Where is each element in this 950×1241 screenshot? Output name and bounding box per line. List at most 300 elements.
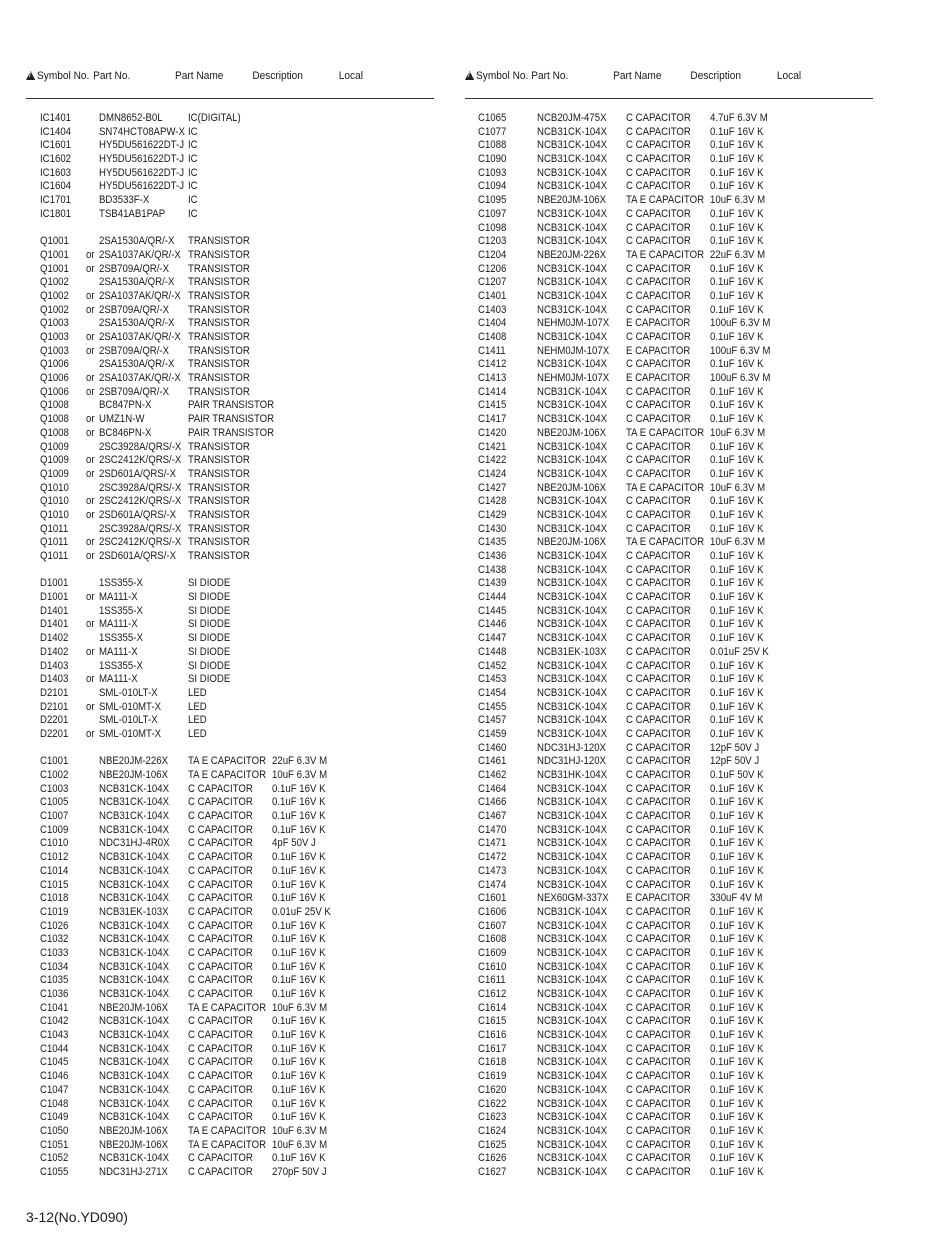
cell-symbol: C1055 <box>40 1165 69 1178</box>
cell-or: or <box>86 248 95 261</box>
table-row <box>26 263 434 277</box>
table-row <box>465 126 873 140</box>
cell-symbol: C1474 <box>478 878 507 891</box>
cell-part-no: NCB31CK-104X <box>537 837 608 850</box>
cell-symbol: C1421 <box>478 440 507 453</box>
cell-part-no: MA111-X <box>99 645 138 658</box>
cell-part-no: 2SB709A/QR/-X <box>99 344 170 357</box>
cell-part-no: NCB31CK-104X <box>537 495 608 508</box>
cell-symbol: C1427 <box>478 481 507 494</box>
cell-part-no: NCB31CK-104X <box>537 810 608 823</box>
cell-part-no: NCB31CK-104X <box>99 1029 170 1042</box>
table-row <box>465 1084 873 1098</box>
cell-part-no: NBE20JM-106X <box>99 1124 168 1137</box>
cell-part-no: SML-010MT-X <box>99 727 162 740</box>
cell-part-name: C CAPACITOR <box>188 823 253 836</box>
cell-or: or <box>86 262 95 275</box>
table-row <box>465 769 873 783</box>
cell-part-no: NCB31CK-104X <box>537 946 608 959</box>
cell-part-name: C CAPACITOR <box>626 700 691 713</box>
cell-part-name: TRANSISTOR <box>188 303 250 316</box>
cell-symbol: C1044 <box>40 1042 69 1055</box>
cell-part-name: C CAPACITOR <box>626 112 691 124</box>
cell-part-name: C CAPACITOR <box>188 810 253 823</box>
cell-symbol: C1459 <box>478 727 507 740</box>
table-row <box>26 139 434 153</box>
cell-description: 0.1uF 16V K <box>710 166 764 179</box>
cell-symbol: D2101 <box>40 700 69 713</box>
table-header <box>465 68 840 88</box>
header-symbol: !Symbol No. <box>26 70 89 82</box>
table-row <box>465 167 873 181</box>
cell-description: 0.1uF 16V K <box>710 782 764 795</box>
cell-part-no: NCB31CK-104X <box>537 454 608 467</box>
cell-symbol: C1616 <box>478 1029 507 1042</box>
table-row <box>26 482 434 496</box>
cell-part-no: NCB31CK-104X <box>99 810 170 823</box>
table-row <box>26 358 434 372</box>
cell-symbol: C1611 <box>478 974 506 987</box>
cell-or: or <box>86 467 95 480</box>
cell-symbol: D1001 <box>40 577 69 590</box>
cell-description: 0.01uF 25V K <box>272 905 331 918</box>
cell-part-no: NCB31CK-104X <box>537 796 608 809</box>
cell-symbol: C1050 <box>40 1124 69 1137</box>
cell-part-name: SI DIODE <box>188 604 231 617</box>
table-row <box>26 1111 434 1125</box>
cell-symbol: C1472 <box>478 851 507 864</box>
cell-symbol: C1049 <box>40 1111 69 1124</box>
cell-symbol: C1445 <box>478 604 507 617</box>
cell-part-no: NCB31CK-104X <box>99 1056 170 1069</box>
cell-or: or <box>86 385 95 398</box>
cell-part-name: C CAPACITOR <box>188 1070 253 1083</box>
table-row <box>26 906 434 920</box>
cell-or: or <box>86 413 95 426</box>
cell-part-name: C CAPACITOR <box>626 440 691 453</box>
cell-part-name: C CAPACITOR <box>188 988 253 1000</box>
cell-symbol: C1077 <box>478 125 507 138</box>
table-row <box>465 879 873 893</box>
cell-part-name: TA E CAPACITOR <box>188 1138 267 1151</box>
cell-part-no: NCB31EK-103X <box>99 905 169 918</box>
cell-part-no: SN74HCT08APW-X <box>99 125 185 138</box>
table-row <box>465 577 873 591</box>
cell-part-no: NCB31CK-104X <box>537 988 608 1000</box>
cell-symbol: C1095 <box>478 194 507 207</box>
cell-description: 0.1uF 16V K <box>272 946 326 959</box>
cell-symbol: C1429 <box>478 508 507 521</box>
cell-description: 4pF 50V J <box>272 837 316 850</box>
cell-description: 270pF 50V J <box>272 1165 327 1178</box>
cell-part-no: NCB31CK-104X <box>537 700 608 713</box>
table-row <box>26 386 434 400</box>
table-row <box>26 372 434 386</box>
cell-description: 10uF 6.3V M <box>272 1001 328 1014</box>
cell-symbol: C1009 <box>40 823 69 836</box>
cell-symbol: C1620 <box>478 1083 507 1096</box>
cell-part-no: NCB31CK-104X <box>537 139 608 152</box>
cell-part-no: NCB31CK-104X <box>537 823 608 836</box>
table-row <box>26 701 434 715</box>
table-row <box>26 1125 434 1139</box>
cell-description: 0.1uF 16V K <box>272 1042 326 1055</box>
cell-symbol: C1462 <box>478 769 507 781</box>
cell-symbol: D1402 <box>40 632 69 645</box>
table-row <box>465 509 873 523</box>
cell-symbol: C1051 <box>40 1138 69 1151</box>
cell-part-no: NCB31CK-104X <box>537 905 608 918</box>
table-row <box>465 495 873 509</box>
cell-part-name: TA E CAPACITOR <box>626 248 705 261</box>
cell-part-name: C CAPACITOR <box>626 262 691 275</box>
cell-part-no: NCB31CK-104X <box>537 508 608 521</box>
cell-symbol: C1466 <box>478 796 507 809</box>
cell-part-no: NBE20JM-106X <box>99 1138 168 1151</box>
cell-part-no: NCB31CK-104X <box>537 289 608 302</box>
cell-part-no: NCB31CK-104X <box>99 1152 170 1165</box>
table-row <box>465 1152 873 1166</box>
table-row <box>465 1111 873 1125</box>
parts-list-right <box>465 68 873 1178</box>
cell-symbol: Q1003 <box>40 331 69 343</box>
cell-symbol: C1001 <box>40 755 69 768</box>
cell-part-no: 2SA1037AK/QR/-X <box>99 248 181 261</box>
cell-symbol: C1045 <box>40 1056 69 1069</box>
cell-part-no: NCB31CK-104X <box>99 946 170 959</box>
table-row <box>465 865 873 879</box>
cell-part-name: C CAPACITOR <box>626 755 691 768</box>
warning-icon <box>26 71 35 80</box>
cell-part-no: 2SC3928A/QRS/-X <box>99 522 182 535</box>
cell-symbol: IC1404 <box>40 125 72 138</box>
cell-part-no: 2SA1530A/QR/-X <box>99 235 175 248</box>
cell-symbol: C1471 <box>478 837 507 850</box>
cell-part-no: NCB31CK-104X <box>537 1001 608 1014</box>
cell-part-name: TRANSISTOR <box>188 276 250 289</box>
cell-part-no: NDC31HJ-271X <box>99 1165 168 1178</box>
cell-part-name: C CAPACITOR <box>626 727 691 740</box>
cell-description: 0.1uF 16V K <box>710 659 764 672</box>
table-row <box>465 290 873 304</box>
cell-symbol: C1464 <box>478 782 507 795</box>
cell-description: 100uF 6.3V M <box>710 344 771 357</box>
cell-part-no: NCB31CK-104X <box>537 618 608 631</box>
cell-part-name: LED <box>188 714 207 727</box>
table-row <box>465 1043 873 1057</box>
cell-symbol: D2201 <box>40 727 69 740</box>
cell-part-no: BC847PN-X <box>99 399 152 412</box>
table-row <box>26 974 434 988</box>
cell-part-no: NCB31CK-104X <box>99 960 170 973</box>
cell-part-no: TSB41AB1PAP <box>99 207 166 220</box>
cell-part-name: C CAPACITOR <box>626 180 691 193</box>
table-row <box>26 961 434 975</box>
cell-description: 0.1uF 16V K <box>710 454 764 467</box>
cell-description: 0.01uF 25V K <box>710 645 769 658</box>
cell-part-name: TRANSISTOR <box>188 331 250 343</box>
cell-description: 0.1uF 16V K <box>710 399 764 412</box>
table-row <box>465 755 873 769</box>
cell-part-no: NCB31CK-104X <box>99 933 170 946</box>
cell-part-no: NCB31CK-104X <box>537 262 608 275</box>
cell-part-no: NCB31CK-104X <box>537 399 608 412</box>
cell-description: 10uF 6.3V M <box>272 1124 328 1137</box>
cell-part-no: HY5DU561622DT-J <box>99 180 185 193</box>
table-row <box>465 906 873 920</box>
cell-symbol: C1203 <box>478 235 507 248</box>
cell-part-name: C CAPACITOR <box>626 577 691 590</box>
cell-or: or <box>86 727 95 740</box>
cell-symbol: C1452 <box>478 659 507 672</box>
cell-part-name: C CAPACITOR <box>626 1111 691 1124</box>
cell-part-no: NCB31CK-104X <box>537 1124 608 1137</box>
cell-part-name: IC <box>188 207 198 220</box>
cell-part-name: C CAPACITOR <box>188 892 253 905</box>
cell-symbol: C1019 <box>40 905 69 918</box>
cell-part-no: NCB31CK-104X <box>99 1083 170 1096</box>
cell-part-name: IC <box>188 139 198 152</box>
cell-part-name: C CAPACITOR <box>626 823 691 836</box>
table-row <box>26 632 434 646</box>
cell-symbol: C1470 <box>478 823 507 836</box>
cell-symbol: Q1010 <box>40 508 69 521</box>
cell-part-name: C CAPACITOR <box>626 1138 691 1151</box>
cell-description: 0.1uF 16V K <box>272 1111 326 1124</box>
cell-part-no: NCB31CK-104X <box>537 1138 608 1151</box>
cell-part-no: NCB31HK-104X <box>537 769 608 781</box>
cell-part-name: C CAPACITOR <box>188 837 253 850</box>
table-row <box>26 441 434 455</box>
table-row <box>26 851 434 865</box>
cell-or: or <box>86 700 95 713</box>
group-spacer <box>26 222 434 236</box>
cell-part-name: C CAPACITOR <box>626 810 691 823</box>
cell-part-no: 1SS355-X <box>99 632 143 645</box>
cell-part-name: C CAPACITOR <box>626 1029 691 1042</box>
cell-part-no: NCB31CK-104X <box>99 1015 170 1028</box>
cell-part-no: NCB31CK-104X <box>537 960 608 973</box>
cell-symbol: Q1001 <box>40 248 69 261</box>
cell-part-no: NCB31CK-104X <box>537 1070 608 1083</box>
cell-part-name: TA E CAPACITOR <box>626 536 705 549</box>
cell-part-no: NCB31CK-104X <box>537 974 608 987</box>
cell-symbol: C1097 <box>478 207 507 220</box>
cell-symbol: C1098 <box>478 221 507 234</box>
cell-part-no: MA111-X <box>99 591 138 604</box>
cell-description: 10uF 6.3V M <box>710 481 766 494</box>
cell-description: 0.1uF 16V K <box>710 180 764 193</box>
table-row <box>26 920 434 934</box>
cell-symbol: C1415 <box>478 399 507 412</box>
cell-part-name: E CAPACITOR <box>626 344 691 357</box>
cell-symbol: D2201 <box>40 714 69 727</box>
cell-part-no: NCB31CK-104X <box>99 974 170 987</box>
table-row <box>465 618 873 632</box>
cell-description: 0.1uF 16V K <box>272 1083 326 1096</box>
cell-symbol: C1094 <box>478 180 507 193</box>
cell-part-no: NDC31HJ-120X <box>537 741 606 754</box>
cell-description: 0.1uF 16V K <box>710 1124 764 1137</box>
table-row <box>465 276 873 290</box>
cell-symbol: C1467 <box>478 810 507 823</box>
cell-symbol: C1460 <box>478 741 507 754</box>
cell-description: 0.1uF 16V K <box>710 878 764 891</box>
cell-part-name: TA E CAPACITOR <box>626 426 705 439</box>
cell-symbol: C1026 <box>40 919 69 932</box>
table-row <box>465 386 873 400</box>
header-part-no: Part No. <box>93 70 131 82</box>
cell-symbol: Q1008 <box>40 426 69 439</box>
cell-part-name: C CAPACITOR <box>188 1029 253 1042</box>
cell-part-name: C CAPACITOR <box>626 385 691 398</box>
cell-part-name: C CAPACITOR <box>626 153 691 166</box>
cell-description: 0.1uF 16V K <box>272 864 326 877</box>
cell-description: 0.1uF 16V K <box>710 933 764 946</box>
cell-description: 0.1uF 16V K <box>272 796 326 809</box>
cell-part-no: NCB31CK-104X <box>99 988 170 1000</box>
parts-rows <box>26 112 434 1180</box>
cell-part-name: C CAPACITOR <box>188 946 253 959</box>
cell-or: or <box>86 344 95 357</box>
cell-part-no: 1SS355-X <box>99 577 143 590</box>
cell-symbol: C1619 <box>478 1070 507 1083</box>
table-row <box>465 208 873 222</box>
cell-part-no: NEHM0JM-107X <box>537 372 610 385</box>
cell-part-no: 2SC2412K/QRS/-X <box>99 495 182 508</box>
cell-part-no: NCB31CK-104X <box>537 1111 608 1124</box>
cell-symbol: Q1002 <box>40 276 69 289</box>
cell-symbol: C1413 <box>478 372 507 385</box>
cell-part-name: TRANSISTOR <box>188 536 250 549</box>
cell-part-no: NCB31CK-104X <box>537 782 608 795</box>
cell-part-name: C CAPACITOR <box>188 1042 253 1055</box>
table-row <box>465 345 873 359</box>
cell-part-name: C CAPACITOR <box>188 905 253 918</box>
cell-symbol: C1601 <box>478 892 507 905</box>
cell-description: 0.1uF 16V K <box>272 1097 326 1110</box>
cell-description: 0.1uF 16V K <box>710 207 764 220</box>
cell-part-name: C CAPACITOR <box>626 741 691 754</box>
table-row <box>26 1056 434 1070</box>
cell-part-no: SML-010LT-X <box>99 686 158 699</box>
table-row <box>465 742 873 756</box>
table-row <box>26 810 434 824</box>
cell-symbol: C1461 <box>478 755 507 768</box>
cell-part-name: C CAPACITOR <box>626 1042 691 1055</box>
table-row <box>26 1152 434 1166</box>
table-row <box>26 208 434 222</box>
cell-part-no: NCB31CK-104X <box>537 563 608 576</box>
cell-part-no: 2SA1037AK/QR/-X <box>99 331 181 343</box>
table-row <box>465 796 873 810</box>
cell-symbol: C1430 <box>478 522 507 535</box>
cell-part-no: NCB31CK-104X <box>537 522 608 535</box>
parts-rows <box>465 112 873 1180</box>
cell-part-no: NCB31CK-104X <box>537 1083 608 1096</box>
cell-description: 0.1uF 16V K <box>272 892 326 905</box>
cell-part-name: C CAPACITOR <box>626 878 691 891</box>
cell-description: 0.1uF 16V K <box>710 700 764 713</box>
cell-part-name: C CAPACITOR <box>626 632 691 645</box>
cell-description: 0.1uF 16V K <box>710 823 764 836</box>
cell-symbol: C1032 <box>40 933 69 946</box>
table-row <box>26 536 434 550</box>
cell-part-no: NCB31CK-104X <box>537 1042 608 1055</box>
cell-or: or <box>86 289 95 302</box>
cell-part-no: NCB31CK-104X <box>537 166 608 179</box>
cell-part-name: C CAPACITOR <box>188 1097 253 1110</box>
cell-part-no: NCB31CK-104X <box>537 180 608 193</box>
cell-part-no: 2SC3928A/QRS/-X <box>99 440 182 453</box>
table-row <box>465 263 873 277</box>
cell-part-no: 2SA1530A/QR/-X <box>99 276 175 289</box>
cell-description: 0.1uF 16V K <box>272 878 326 891</box>
cell-symbol: C1005 <box>40 796 69 809</box>
table-row <box>465 482 873 496</box>
cell-part-name: TA E CAPACITOR <box>188 1001 267 1014</box>
cell-part-no: NCB31CK-104X <box>537 919 608 932</box>
cell-description: 0.1uF 16V K <box>710 262 764 275</box>
cell-part-no: 2SC2412K/QRS/-X <box>99 536 182 549</box>
cell-part-no: NCB31CK-104X <box>537 221 608 234</box>
cell-part-name: TA E CAPACITOR <box>188 1124 267 1137</box>
cell-part-no: NCB31CK-104X <box>99 1097 170 1110</box>
cell-part-name: C CAPACITOR <box>626 837 691 850</box>
table-row <box>465 564 873 578</box>
cell-part-no: NCB31CK-104X <box>537 413 608 426</box>
cell-part-name: TRANSISTOR <box>188 467 250 480</box>
cell-part-no: 2SC2412K/QRS/-X <box>99 454 182 467</box>
table-row <box>26 687 434 701</box>
cell-part-no: NCB31CK-104X <box>99 919 170 932</box>
cell-description: 22uF 6.3V M <box>710 248 766 261</box>
cell-part-name: C CAPACITOR <box>626 331 691 343</box>
table-row <box>26 947 434 961</box>
cell-description: 0.1uF 16V K <box>710 522 764 535</box>
cell-part-name: SI DIODE <box>188 618 231 631</box>
cell-part-no: NCB31CK-104X <box>537 933 608 946</box>
cell-symbol: Q1011 <box>40 536 69 549</box>
table-row <box>465 851 873 865</box>
cell-symbol: C1033 <box>40 946 69 959</box>
cell-symbol: C1093 <box>478 166 507 179</box>
table-row <box>26 153 434 167</box>
cell-description: 0.1uF 16V K <box>272 1015 326 1028</box>
table-row <box>465 1056 873 1070</box>
cell-symbol: D1401 <box>40 604 69 617</box>
table-row <box>465 988 873 1002</box>
cell-part-no: NCB31EK-103X <box>537 645 607 658</box>
cell-symbol: C1035 <box>40 974 69 987</box>
cell-description: 0.1uF 16V K <box>272 960 326 973</box>
cell-part-name: C CAPACITOR <box>626 289 691 302</box>
table-row <box>465 194 873 208</box>
cell-part-name: TRANSISTOR <box>188 385 250 398</box>
table-row <box>465 1139 873 1153</box>
cell-part-no: NCB31CK-104X <box>537 714 608 727</box>
cell-symbol: Q1003 <box>40 344 69 357</box>
table-row <box>26 605 434 619</box>
cell-symbol: C1438 <box>478 563 507 576</box>
cell-symbol: C1204 <box>478 248 507 261</box>
cell-part-name: C CAPACITOR <box>626 988 691 1000</box>
cell-part-name: C CAPACITOR <box>626 864 691 877</box>
cell-part-name: IC <box>188 166 198 179</box>
cell-part-name: SI DIODE <box>188 659 231 672</box>
table-row <box>465 331 873 345</box>
cell-symbol: IC1601 <box>40 139 72 152</box>
